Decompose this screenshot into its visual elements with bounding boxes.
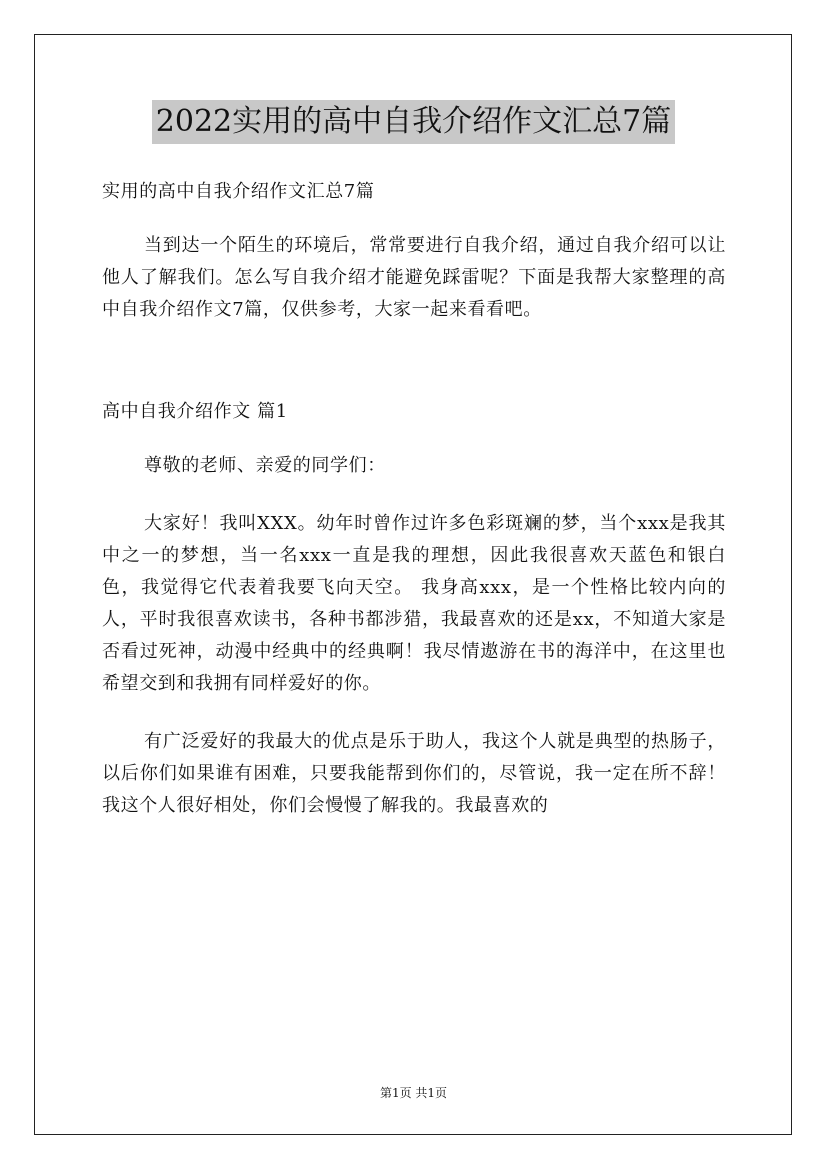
document-title: 2022实用的高中自我介绍作文汇总7篇 [152, 100, 675, 144]
body-paragraph-2: 有广泛爱好的我最大的优点是乐于助人，我这个人就是典型的热肠子，以后你们如果谁有困难，只要我能帮到你们的，尽管说，我一定在所不辞！我这个人很好相处，你们会慢慢了解我的。我最喜欢的 [102, 731, 726, 816]
section-heading: 高中自我介绍作文 篇1 [102, 401, 288, 422]
page-footer: 第1页 共1页 [379, 1086, 448, 1100]
title-container [0, 100, 827, 144]
document-subtitle: 实用的高中自我介绍作文汇总7篇 [102, 181, 375, 202]
body-paragraph-1: 大家好！我叫XXX。幼年时曾作过许多色彩斑斓的梦，当个xxx是我其中之一的梦想，当一名xxx一直是我的理想，因此我很喜欢天蓝色和银白色，我觉得它代表着我要飞向天空。 我身高xxx，是一个性格比较内向的人，平时我很喜欢读书，各种书都涉猎，我最喜欢的还是xx，不知道大家是否看过死神，动漫中经典中的经典啊！我尽情遨游在书的海洋中，在这里也希望交到和我拥有同样爱好的你。 [102, 513, 726, 694]
intro-paragraph: 当到达一个陌生的环境后，常常要进行自我介绍，通过自我介绍可以让他人了解我们。怎么写自我介绍才能避免踩雷呢？下面是我帮大家整理的高中自我介绍作文7篇，仅供参考，大家一起来看看吧。 [102, 235, 726, 320]
document-body [102, 176, 726, 848]
salutation: 尊敬的老师、亲爱的同学们： [144, 455, 386, 476]
